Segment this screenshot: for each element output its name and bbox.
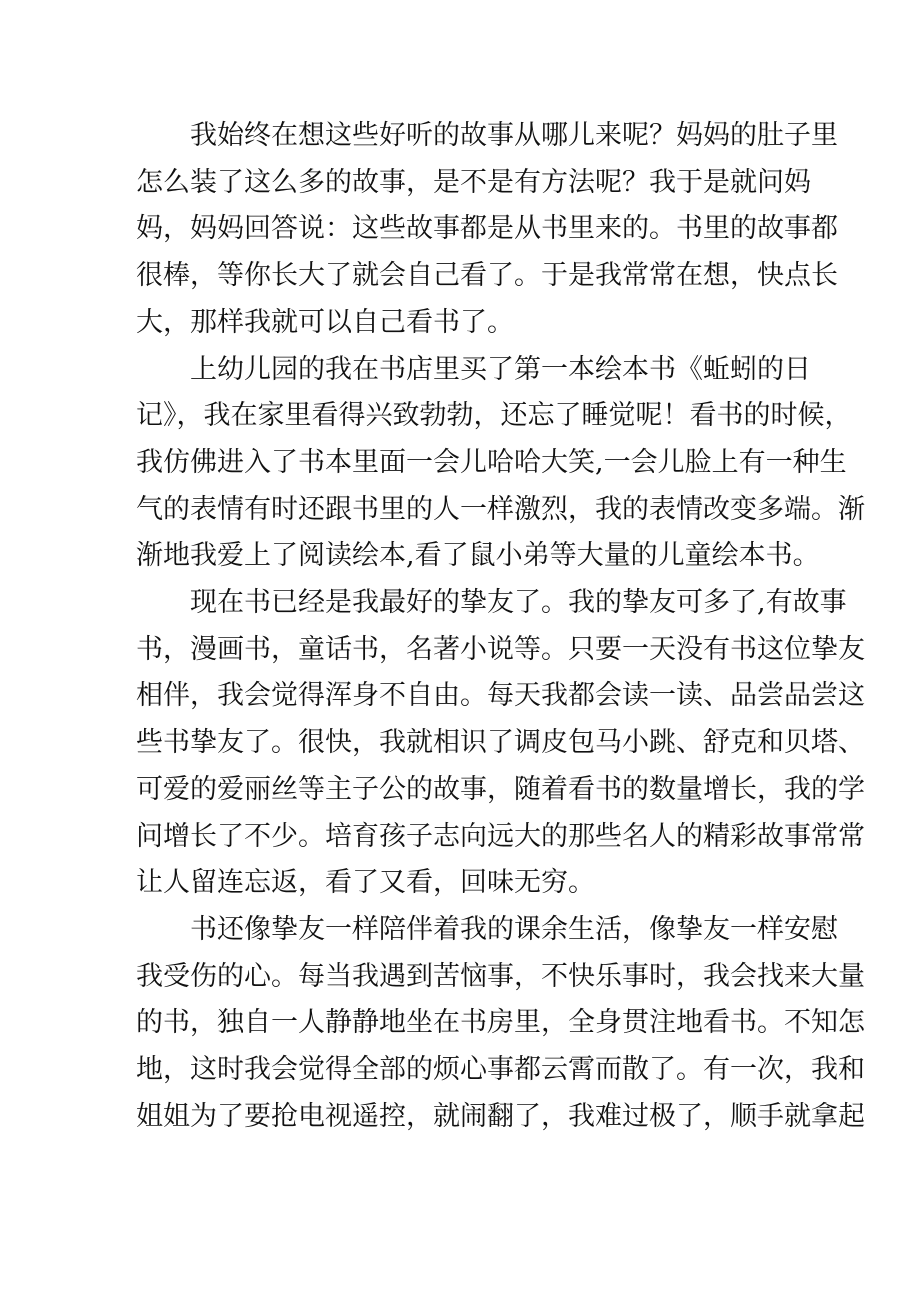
- text-line: 些书挚友了。很快，我就相识了调皮包马小跳、舒克和贝塔、: [136, 727, 865, 759]
- paragraph-4: [136, 907, 865, 1141]
- text-line: 相伴，我会觉得浑身不自由。每天我都会读一读、品尝品尝这: [136, 680, 865, 712]
- text-line: 让人留连忘返，看了又看，回味无穷。: [136, 867, 595, 899]
- text-line: 的书，独自一人静静地坐在书房里，全身贯注地看书。不知怎: [136, 1007, 865, 1039]
- paragraph-1: [136, 113, 838, 347]
- text-line: 上幼儿园的我在书店里买了第一本绘本书《蚯蚓的日: [190, 353, 811, 385]
- text-line: 问增长了不少。培育孩子志向远大的那些名人的精彩故事常常: [136, 820, 865, 852]
- text-line: 记》，我在家里看得兴致勃勃，还忘了睡觉呢！看书的时候，: [136, 400, 852, 432]
- text-line: 书，漫画书，童话书，名著小说等。只要一天没有书这位挚友: [136, 633, 865, 665]
- text-line: 现在书已经是我最好的挚友了。我的挚友可多了,有故事: [190, 587, 847, 619]
- text-line: 渐地我爱上了阅读绘本,看了鼠小弟等大量的儿童绘本书。: [136, 540, 820, 572]
- text-line: 怎么装了这么多的故事，是不是有方法呢？我于是就问妈: [136, 166, 811, 198]
- text-line: 气的表情有时还跟书里的人一样激烈，我的表情改变多端。渐: [136, 493, 865, 525]
- text-line: 很棒，等你长大了就会自己看了。于是我常常在想，快点长: [136, 260, 838, 292]
- text-line: 我仿佛进入了书本里面一会儿哈哈大笑,一会儿脸上有一种生: [136, 446, 847, 478]
- paragraph-3: [136, 580, 865, 907]
- text-line: 姐姐为了要抢电视遥控，就闹翻了，我难过极了，顺手就拿起: [136, 1100, 865, 1132]
- text-line: 大，那样我就可以自己看书了。: [136, 306, 514, 338]
- text-line: 我受伤的心。每当我遇到苦恼事，不快乐事时，我会找来大量: [136, 960, 865, 992]
- paragraph-2: [136, 347, 865, 581]
- text-line: 书还像挚友一样陪伴着我的课余生活，像挚友一样安慰: [190, 913, 838, 945]
- document-body: [136, 113, 865, 1140]
- text-line: 地，这时我会觉得全部的烦心事都云霄而散了。有一次，我和: [136, 1054, 865, 1086]
- text-line: 妈，妈妈回答说：这些故事都是从书里来的。书里的故事都: [136, 213, 838, 245]
- text-line: 可爱的爱丽丝等主子公的故事，随着看书的数量增长，我的学: [136, 773, 865, 805]
- text-line: 我始终在想这些好听的故事从哪儿来呢？妈妈的肚子里: [190, 120, 838, 151]
